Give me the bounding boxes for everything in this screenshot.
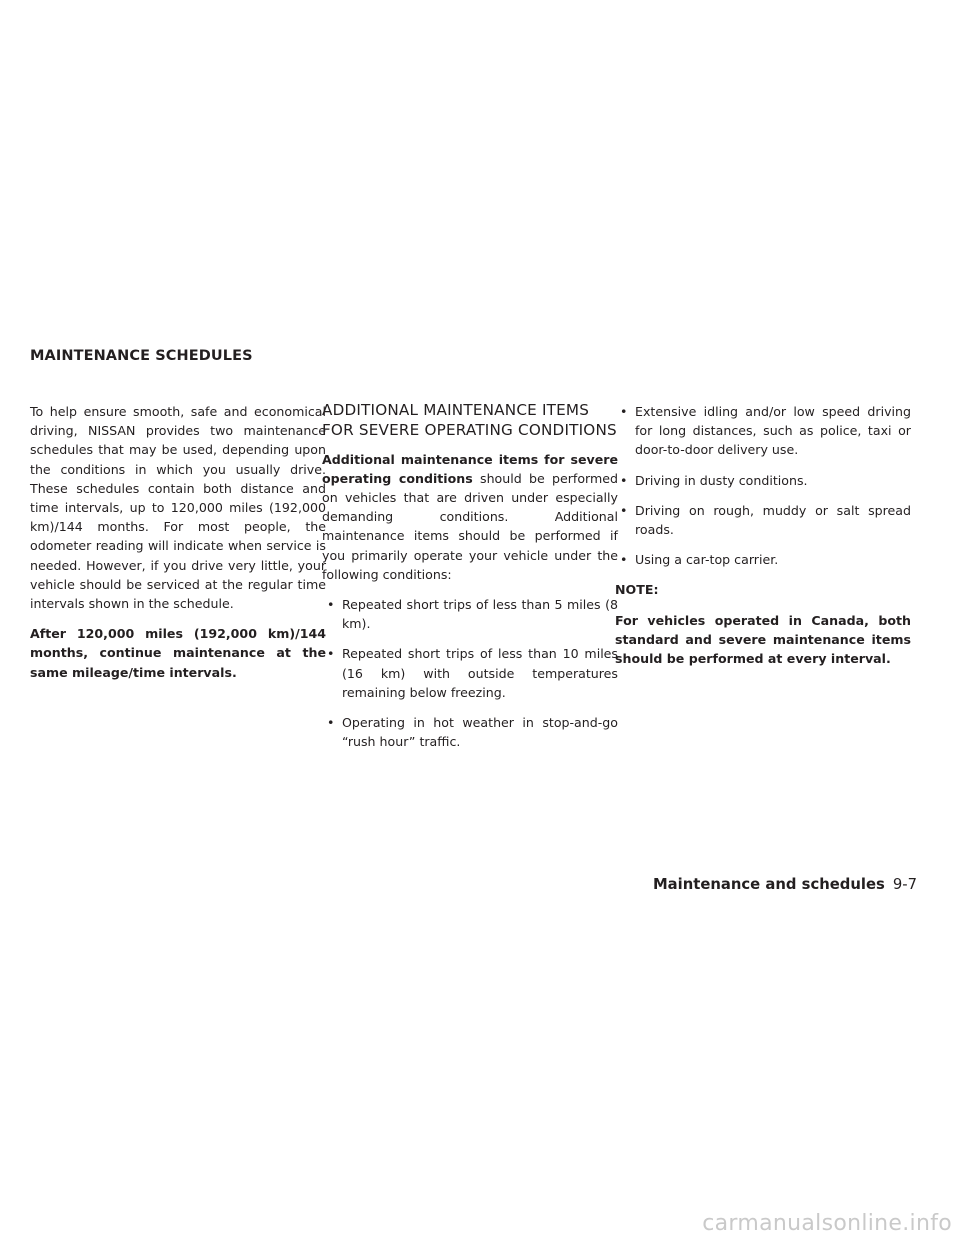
- bullet-icon: •: [620, 552, 628, 568]
- column-1: [30, 402, 326, 693]
- severe-conditions-list-continued: [615, 402, 911, 569]
- bullet-icon: •: [620, 404, 628, 419]
- bullet-icon: •: [327, 597, 335, 613]
- note-text: For vehicles operated in Canada, both standard and severe maintenance items should be performed at every interval.: [615, 612, 911, 667]
- list-item-text: Using a car-top carrier.: [635, 552, 779, 568]
- severe-conditions-lead: Additional maintenance items for severe operating conditions: [322, 451, 618, 486]
- bullet-icon: •: [327, 646, 335, 662]
- list-item-text: Extensive idling and/or low speed driving for long distances, such as police, taxi or door-to-door delivery use.: [635, 404, 911, 458]
- severe-conditions-paragraph: [322, 450, 618, 584]
- column-3: [615, 402, 911, 679]
- bullet-icon: •: [620, 472, 628, 488]
- severe-conditions-list: [322, 595, 618, 751]
- severe-conditions-text: should be performed on vehicles that are driven under especially demanding conditions. Additional maintenance items should be performed if you primarily operate your vehicle under the following conditions:: [322, 470, 618, 582]
- list-item: [615, 402, 911, 460]
- bullet-icon: •: [327, 715, 335, 731]
- list-item: [322, 595, 618, 633]
- list-item-text: Driving in dusty conditions.: [635, 472, 808, 488]
- intro-paragraph: To help ensure smooth, safe and economical driving, NISSAN provides two maintenance schedules that may be used, depending upon the conditions in which you usually drive. These schedules contain both distance and time intervals, up to 120,000 miles (192,000 km)/144 months. For most people, the odometer reading will indicate when service is needed. However, if you drive very little, your vehicle should be serviced at the regular time intervals shown in the schedule.: [30, 404, 326, 612]
- list-item-text: Operating in hot weather in stop-and-go “rush hour” traffic.: [342, 715, 618, 750]
- list-item-text: Repeated short trips of less than 10 miles (16 km) with outside temperatures remaining below freezing.: [342, 646, 618, 700]
- list-item: [322, 713, 618, 751]
- list-item: [615, 471, 911, 490]
- page-number: 9-7: [892, 876, 917, 893]
- list-item: [615, 550, 911, 569]
- section-title: MAINTENANCE SCHEDULES: [30, 348, 253, 364]
- list-item: [615, 501, 911, 539]
- bullet-icon: •: [620, 502, 628, 518]
- watermark: carmanualsonline.info: [702, 1211, 952, 1236]
- severe-conditions-heading: ADDITIONAL MAINTENANCE ITEMS FOR SEVERE OPERATING CONDITIONS: [322, 401, 617, 439]
- list-item-text: Driving on rough, muddy or salt spread roads.: [635, 502, 911, 538]
- after-interval-paragraph: After 120,000 miles (192,000 km)/144 months, continue maintenance at the same mileage/time intervals.: [30, 626, 326, 680]
- page-footer: [653, 876, 917, 893]
- note-label: NOTE:: [615, 582, 659, 598]
- list-item-text: Repeated short trips of less than 5 miles (8 km).: [342, 597, 618, 632]
- list-item: [322, 644, 618, 702]
- column-2: [322, 402, 618, 762]
- chapter-title: Maintenance and schedules: [652, 876, 885, 893]
